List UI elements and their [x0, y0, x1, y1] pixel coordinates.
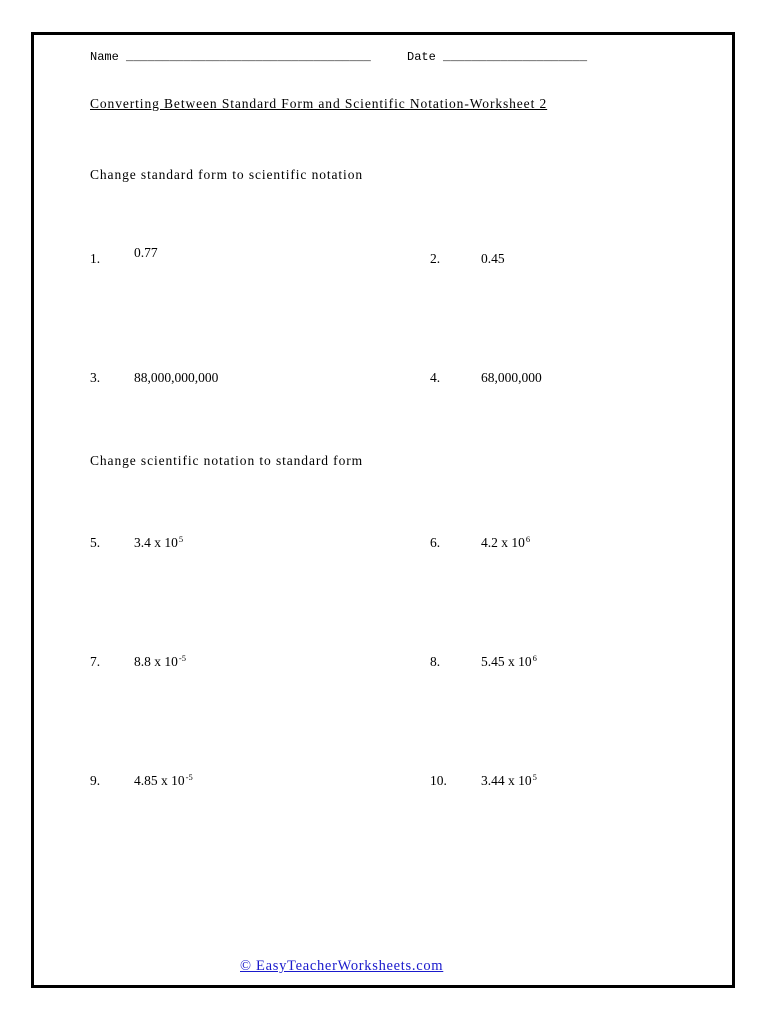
problem-10-number: 10. [430, 773, 447, 788]
section2-instruction: Change scientific notation to standard form [90, 453, 364, 468]
name-line: __________________________________ [126, 50, 371, 64]
section1-instruction: Change standard form to scientific notation [90, 167, 364, 182]
problem-7-number: 7. [90, 654, 101, 669]
name-label: Name [90, 50, 119, 64]
problem-6-value: 4.2 x $10^6$ [481, 533, 531, 550]
problem-3-value: 88,000,000,000 [134, 370, 219, 385]
worksheet-title: Converting Between Standard Form and Scientific Notation-Worksheet 2 [90, 96, 548, 111]
date-field [407, 50, 587, 64]
problem-2-number: 2. [430, 251, 441, 266]
problem-8-value: 5.45 x $10^6$ [481, 652, 537, 669]
problem-1-number: 1. [90, 251, 101, 266]
problem-10-value: 3.44 x $10^5$ [481, 771, 537, 788]
copyright-link[interactable]: © EasyTeacherWorksheets.com [240, 958, 444, 974]
date-label: Date [407, 50, 436, 64]
problem-4-value: 68,000,000 [481, 370, 542, 385]
problem-5-value: 3.4 x $10^5$ [134, 533, 184, 550]
name-field [90, 50, 371, 64]
problem-5-number: 5. [90, 535, 101, 550]
problem-8-number: 8. [430, 654, 441, 669]
problem-7-value: 8.8 x $10^{-5}$ [134, 652, 186, 669]
problem-1-value: 0.77 [134, 245, 158, 260]
problem-6-number: 6. [430, 535, 441, 550]
problem-4-number: 4. [430, 370, 441, 385]
date-line: ____________________ [443, 50, 588, 64]
problem-9-number: 9. [90, 773, 101, 788]
problem-2-value: 0.45 [481, 251, 505, 266]
problem-9-value: 4.85 x $10^{-5}$ [134, 771, 193, 788]
problem-3-number: 3. [90, 370, 101, 385]
